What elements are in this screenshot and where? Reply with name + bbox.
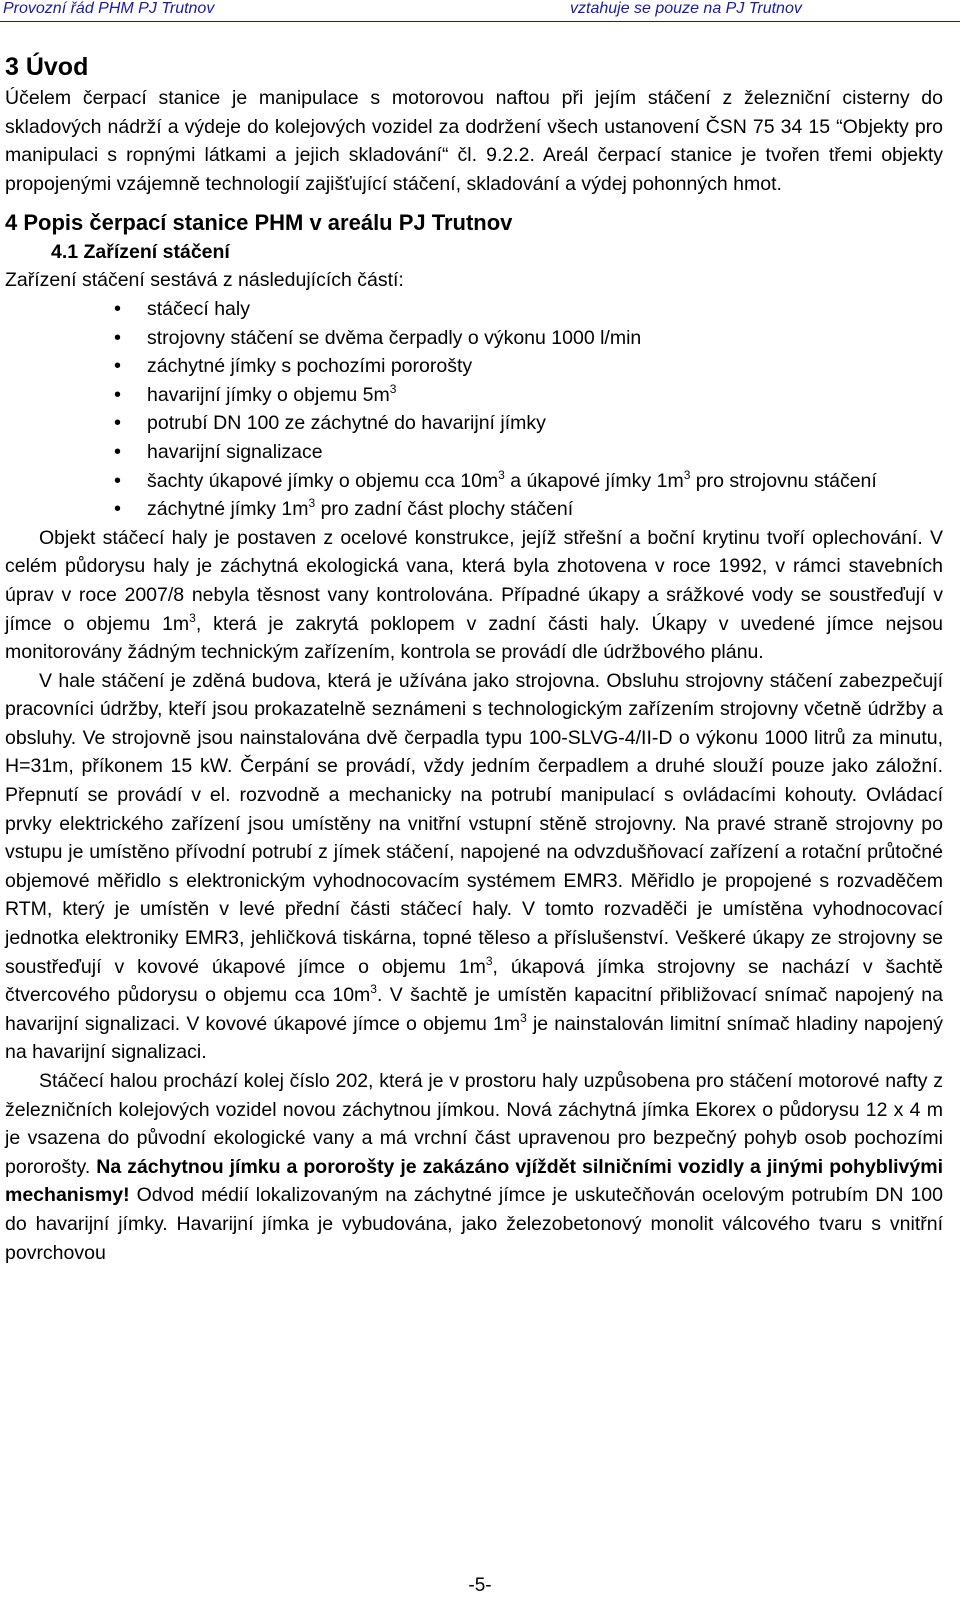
track-paragraph: Stáčecí halou prochází kolej číslo 202, která je v prostoru haly uzpůsobena pro stáčení motorové nafty z železničních kolejových vozidel novou záchytnou jímkou. Nová záchytná jímka Ekorex o půdorysu 12 x 4 m je vsazena do původní ekologické vany a má vrchní část upravenou pro bezpečný pohyb osob pochozími pororošty. Na záchytnou jímku a pororošty je zakázáno vjíždět silničními vozidly a jinými pohyblivými mechanismy! Odvod médií lokalizovaným na záchytné jímce je uskutečňován ocelovým potrubím DN 100 do havarijní jímky. Havarijní jímka je vybudována, jako železobetonový monolit válcového tvaru s vnitřní povrchovou [5,1070,943,1264]
section-3-paragraph: Účelem čerpací stanice je manipulace s motorovou naftou při jejím stáčení z železniční cisterny do skladových nádrží a výdeje do kolejových vozidel za dodržení všech ustanovení ČSN 75 34 15 “Objekty pro manipulaci s ropnými látkami a jejich skladování“ čl. 9.2.2. Areál čerpací stanice je tvořen třemi objekty propojenými vzájemně technologií zajišťující stáčení, skladování a výdej pohonných hmot. [5,87,943,195]
list-item: • havarijní jímky o objemu $5m^3$ [147,381,943,410]
list-item: • potrubí DN 100 ze záchytné do havarijní jímky [147,409,943,438]
safety-warning: Na záchytnou jímku a pororošty je zakázáno vjíždět silničními vozidly a jinými pohyblivými mechanismy! [5,1155,943,1207]
page-header [0,0,960,22]
pump-room-paragraph: V hale stáčení je zděná budova, která je užívána jako strojovna. Obsluhu strojovny stáčení zabezpečují pracovníci údržby, kteří jsou prokazatelně seznámeni s technologickým zařízením strojovny včetně údržby a obsluhy. Ve strojovně jsou nainstalována dvě čerpadla typu 100-SLVG-4/II-D o výkonu 1000 litrů za minutu, H=31m, příkonem 15 kW. Čerpání se provádí, vždy jedním čerpadlem a druhé slouží pouze jako záložní. Přepnutí se provádí v el. rozvodně a mechanicky na potrubí manipulací s ovládacími kohouty. Ovládací prvky elektrického zařízení jsou umístěny na vnitřní vstupní stěně strojovny. Na pravé straně strojovny po vstupu je umístěno přívodní potrubí z jímek stáčení, napojené na odvzdušňovací zařízení a rotační průtočné objemové měřidlo s elektronickým vyhodnocovacím systémem EMR3. Měřidlo je propojené s rozvaděčem RTM, který je umístěn v levé přední části stáčecí haly. V tomto rozvaděči je umístěna vyhodnocovací jednotka elektroniky EMR3, jehličková tiskárna, topné těleso a příslušenství. Veškeré úkapy ze strojovny se soustřeďují v kovové úkapové jímce o objemu $1m^3$, úkapová jímka strojovny se nachází v šachtě čtvercového půdorysu o objemu cca $10m^3$. V šachtě je umístěn kapacitní přibližovací snímač napojený na havarijní signalizaci. V kovové úkapové jímce o objemu $1m^3$ je nainstalován limitní snímač hladiny napojený na havarijní signalizaci. [5,669,943,1064]
hall-description-paragraph: Objekt stáčecí haly je postaven z ocelové konstrukce, jejíž střešní a boční krytinu tvoří oplechování. V celém půdorysu haly je záchytná ekologická vana, která byla zhotovena v roce 1992, v rámci stavebních úprav v roce 2007/8 nebyla těsnost vany kontrolována. Případné úkapy a srážkové vody se soustřeďují v jímce o objemu $1m^3$, která je zakrytá poklopem v zadní části haly. Úkapy v uvedené jímce nejsou monitorovány žádným technickým zařízením, kontrola se provádí dle údržbového plánu. [5,526,944,664]
equipment-intro: Zařízení stáčení sestává z následujících částí: [5,269,404,292]
equipment-list [5,295,943,524]
page-number: -5- [468,1575,492,1596]
list-item: • havarijní signalizace [147,438,943,467]
list-item: • strojovny stáčení se dvěma čerpadly o výkonu 1000 l/min [147,324,943,353]
list-item: • záchytné jímky s pochozími pororošty [147,352,943,381]
list-item: • šachty úkapové jímky o objemu cca $10m^3$ a úkapové jímky $1m^3$ pro strojovnu stáčení [147,467,943,496]
document-body [5,50,943,1267]
header-divider [0,21,960,22]
list-item: • záchytné jímky $1m^3$ pro zadní část plochy stáčení [147,495,943,524]
section-4-heading: 4 Popis čerpací stanice PHM v areálu PJ Trutnov [5,210,513,236]
header-scope-note: vztahuje se pouze na PJ Trutnov [570,0,802,17]
section-4-1-heading: 4.1 Zařízení stáčení [51,241,230,264]
list-item: • stáčecí haly [147,295,943,324]
header-document-title: Provozní řád PHM PJ Trutnov [3,0,215,17]
section-3-heading: 3 Úvod [5,53,89,81]
